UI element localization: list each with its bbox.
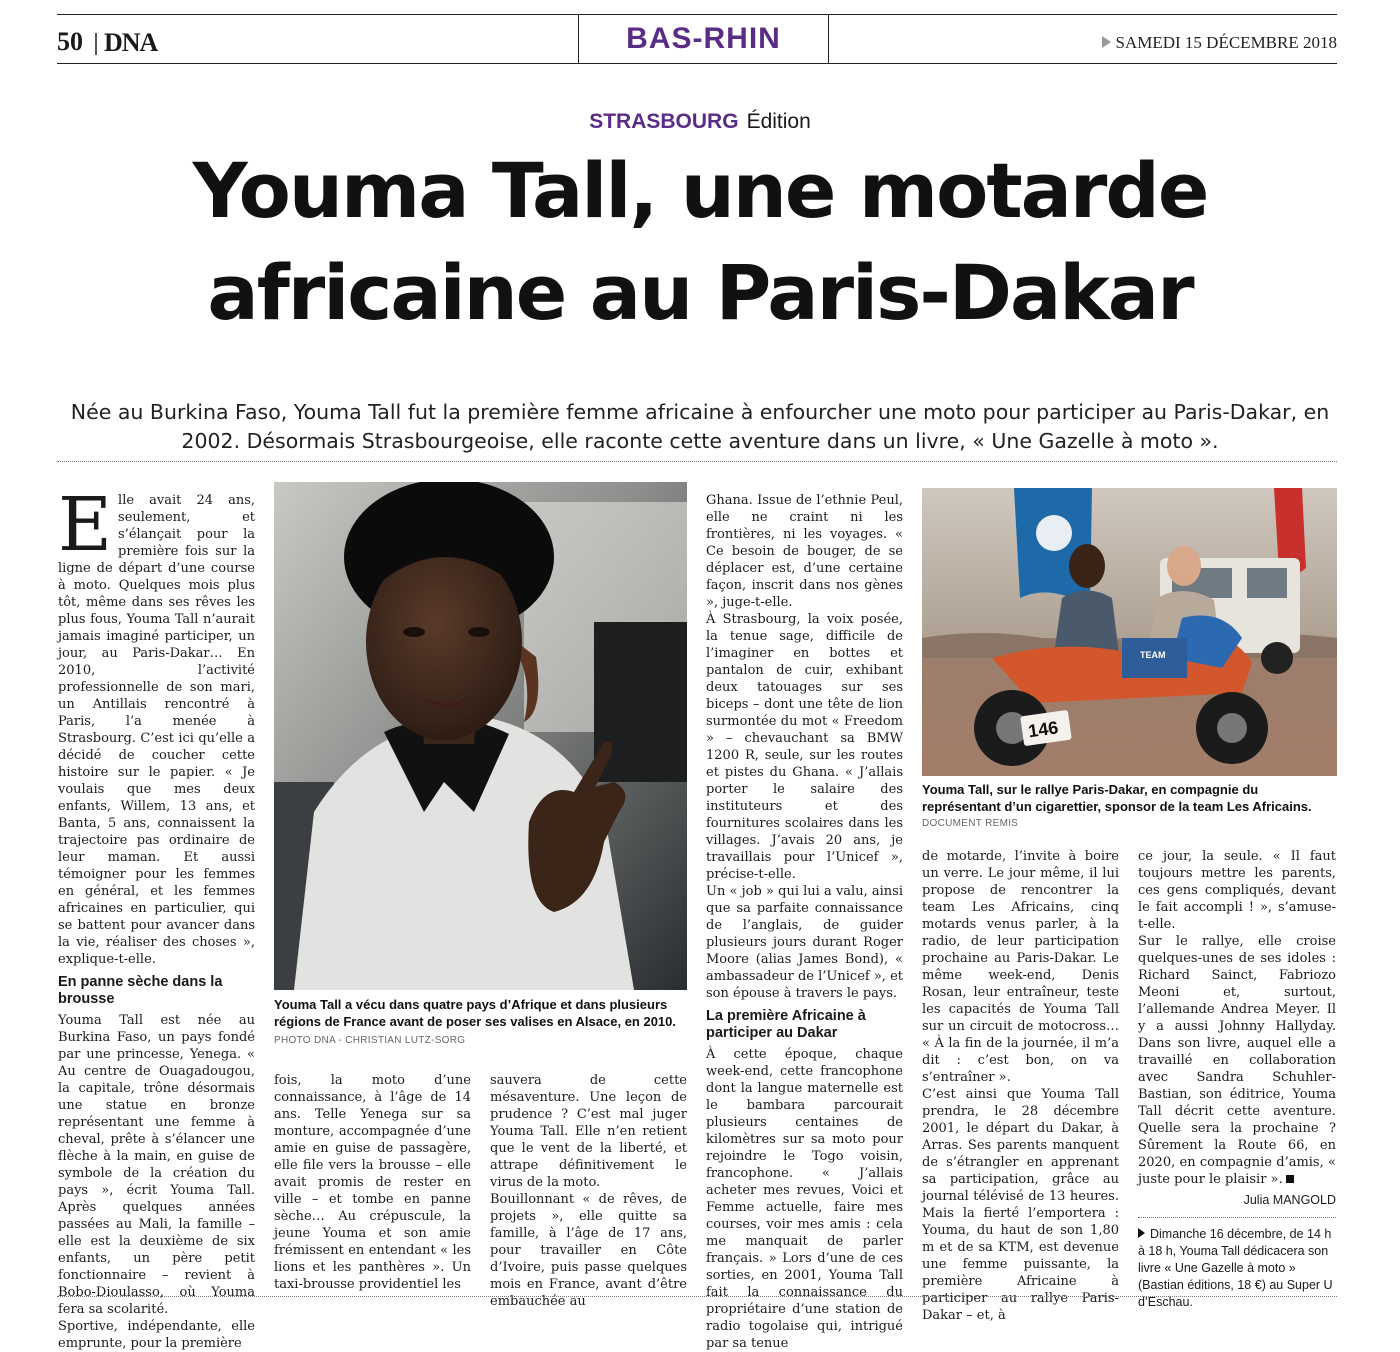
rally-illustration bbox=[922, 488, 1337, 776]
paragraph: Un « job » qui lui a valu, ainsi que sa parfaite connaissance de l’anglais, de guider plusieurs jours durant Roger Moore (alias James Bond), « ambassadeur de l’Unicef », et son épouse à travers le pays. bbox=[706, 884, 903, 1001]
article-column-2 bbox=[274, 1072, 471, 1292]
headline-line-1: Youma Tall, une motarde bbox=[192, 146, 1208, 235]
subheading: En panne sèche dans la brousse bbox=[58, 974, 223, 1007]
paragraph: C’est ainsi que Youma Tall prendra, le 28 décembre 2001, le départ du Dakar, à Arras. Ses parents manquent de s’étrangler en apprenant sa participation, grâce au journal télévisé de 13 heures. Mais la fierté l’emportera : Youma, du haut de son 1,80 m et de sa KTM, est devenue une femme puissante, la première Africaine à participer au rallye Paris-Dakar – et, à bbox=[922, 1087, 1119, 1323]
paragraph: À Strasbourg, la voix posée, la tenue sage, difficile de l’imaginer en bottes et pantalon de cuir, exhibant deux tatouages sur ses biceps – dont une tête de lion surmontée du mot « Freedom » – chevauchant sa BMW 1200 R, seule, sur les routes et pistes du Ghana. « J’allais porter le salaire des instituteurs et des fournitures scolaires dans les villages. J’avais 20 ans, je travaillais pour l’Unicef », précise-t-elle. bbox=[706, 612, 903, 882]
page-header bbox=[57, 15, 1337, 64]
paragraph: de motarde, l’invite à boire un verre. Le jour même, il lui propose de rencontrer la team Les Africains, cinq motards venus parler, à la radio, de leur participation prochaine au Paris-Dakar. Le même week-end, Denis Rosan, leur entraîneur, teste les capacités de Youma Tall sur un circuit de motocross… « À la fin de la journée, il m’a dit : c’est bon, on va s’entraîner ». bbox=[922, 849, 1119, 1085]
edition-label: Édition bbox=[746, 110, 811, 133]
bottom-rule bbox=[57, 1296, 1337, 1297]
infobox-text: Dimanche 16 décembre, de 14 h à 18 h, Youma Tall dédicacera son livre « Une Gazelle à moto » (Bastian éditions, 18 €) au Super U d’Eschau. bbox=[1138, 1227, 1333, 1309]
article-column-3 bbox=[490, 1072, 687, 1309]
portrait-illustration bbox=[274, 482, 687, 990]
paragraph: Ghana. Issue de l’ethnie Peul, elle ne craint ni les frontières, ni les voyages. « Ce besoin de bouger, de se déplacer est, d’une certaine façon, inscrit dans nos gènes », juge-t-elle. bbox=[706, 493, 903, 610]
bike-number: 146 bbox=[1026, 717, 1060, 742]
header-separator bbox=[95, 33, 97, 55]
article-column-1 bbox=[58, 482, 255, 1351]
section-title: BAS-RHIN bbox=[626, 22, 781, 55]
issue-date-text: SAMEDI 15 DÉCEMBRE 2018 bbox=[1115, 33, 1337, 52]
paragraph: fois, la moto d’une connaissance, à l’âge de 14 ans. Telle Yenega sur sa monture, accompagnée d’une amie en guise de passagère, elle file vers la brousse – elle avait promis de rester en ville – et tombe en panne sèche… Au crépuscule, la jeune Youma et son amie frémissent en entendant « les lions et les panthères ». Un taxi-brousse providentiel les bbox=[274, 1073, 471, 1292]
paragraph: Sportive, indépendante, elle emprunte, pour la première bbox=[58, 1319, 255, 1351]
portrait-caption-text: Youma Tall a vécu dans quatre pays d’Afrique et dans plusieurs régions de France avant de poser ses valises en Alsace, en 2010. bbox=[274, 997, 677, 1029]
portrait-photo bbox=[274, 482, 687, 990]
rally-caption: Youma Tall, sur le rallye Paris-Dakar, en compagnie du représentant d’un cigarettier, sponsor de la team Les Africains. bbox=[922, 782, 1312, 814]
paragraph: Youma Tall est née au Burkina Faso, un pays fondé par une princesse, Yenega. « Au centre de Ouagadougou, la capitale, trône désormais une statue en bronze représentant une femme à cheval, prête à s’élancer une flèche à la main, en guise de symbole de la création du pays », écrit Youma Tall. Après quelques années passées au Mali, la famille – elle est la deuxième de six enfants, un père petit fonctionnaire – revient à Bobo-Dioulasso, où Youma fera sa scolarité. bbox=[58, 1013, 255, 1317]
page-number: 50 bbox=[57, 27, 83, 56]
standfirst: Née au Burkina Faso, Youma Tall fut la première femme africaine à enfourcher une moto pour participer au Paris-Dakar, en 2002. Désormais Strasbourgeoise, elle raconte cette aventure dans un livre, « Une Gazelle à moto ». bbox=[70, 400, 1330, 453]
arrow-icon bbox=[1138, 1228, 1145, 1238]
paragraph: Bouillonnant « de rêves, de projets », elle quitte sa famille, à l’âge de 17 ans, pour travailler en Côte d’Ivoire, puis passe quelques mois en France, avant d’être embauchée au bbox=[490, 1192, 687, 1309]
portrait-credit: PHOTO DNA - CHRISTIAN LUTZ-SORG bbox=[274, 1035, 466, 1046]
paragraph: sauvera de cette mésaventure. Une leçon de prudence ? C’est mal juger Youma Tall. Elle n’en retient que le vent de la liberté, et attrape définitivement le virus de la moto. bbox=[490, 1073, 687, 1190]
edition-kicker bbox=[0, 110, 1400, 134]
article-column-4 bbox=[706, 492, 903, 1351]
team-label: TEAM bbox=[1140, 650, 1166, 660]
subheading: La première Africaine à participer au Dakar bbox=[706, 1008, 866, 1041]
edition-city: STRASBOURG bbox=[589, 110, 739, 133]
article-column-6 bbox=[1138, 848, 1336, 1309]
paragraph bbox=[1138, 933, 1336, 1188]
rally-credit: DOCUMENT REMIS bbox=[922, 818, 1019, 829]
paragraph: lle avait 24 ans, seulement, et s’élançait pour la première fois sur la ligne de départ d’une course à moto. Quelques mois plus tôt, même dans ses rêves les plus fous, Youma Tall n’aurait jamais imaginé participer, un jour, au Paris-Dakar… En 2010, l’activité professionnelle de son mari, un Antillais rencontré à Paris, l’a menée à Strasbourg. C’est ici qu’elle a décidé de coucher cette histoire sur le papier. « Je voulais que mes deux enfants, Willem, 13 ans, et Banta, 5 ans, connaissent la trajectoire pas ordinaire de leur maman. Et aussi témoigner pour les femmes en général, et les femmes africaines en particulier, qui se battent pour avancer dans la vie, réaliser des choses », explique-t-elle. bbox=[58, 493, 255, 967]
issue-date bbox=[1102, 33, 1337, 53]
paragraph: ce jour, la seule. « Il faut toujours mettre les parents, ces gens compliqués, devant le fait accompli ! », s’amuse-t-elle. bbox=[1138, 849, 1336, 932]
arrow-icon bbox=[1102, 36, 1111, 48]
article-column-5 bbox=[922, 848, 1119, 1323]
headline-line-2: africaine au Paris-Dakar bbox=[207, 248, 1193, 337]
section-box bbox=[578, 15, 829, 63]
end-mark-icon bbox=[1286, 1175, 1294, 1183]
headline bbox=[40, 140, 1360, 344]
standfirst-rule bbox=[57, 461, 1337, 462]
paragraph-text: Sur le rallye, elle croise quelques-unes de ses idoles : Richard Sainct, Fabriozo Meoni et, surtout, l’allemande Andrea Meyer. Il y a aussi Johnny Hallyday. Dans son livre, auquel elle a travaillé en collaboration avec Sandra Schuhler-Bastian, son éditrice, Youma Tall décrit cette aventure. Quelle sera la prochaine ? Sûrement la Route 66, en 2020, en compagnie d’amis, « juste pour le plaisir ». bbox=[1138, 934, 1336, 1187]
rally-photo bbox=[922, 488, 1337, 776]
portrait-caption bbox=[274, 996, 687, 1049]
dropcap: E bbox=[58, 482, 113, 568]
paragraph: À cette époque, chaque week-end, cette francophone dont la langue maternelle est le bambara parcourait plusieurs centaines de kilomètres sur sa moto pour rejoindre le Togo voisin, francophone. « J’allais acheter mes revues, Voici et Femme actuelle, faire mes courses, voir mes amis : cela me manquait de parler français. » Lors d’une de ces sorties, en 2001, Youma Tall fait la connaissance du propriétaire d’une station de radio togolaise qui, intrigué par sa tenue bbox=[706, 1047, 903, 1351]
author-signature: Julia MANGOLD bbox=[1243, 1193, 1336, 1207]
dna-logo: DNA bbox=[104, 28, 158, 57]
